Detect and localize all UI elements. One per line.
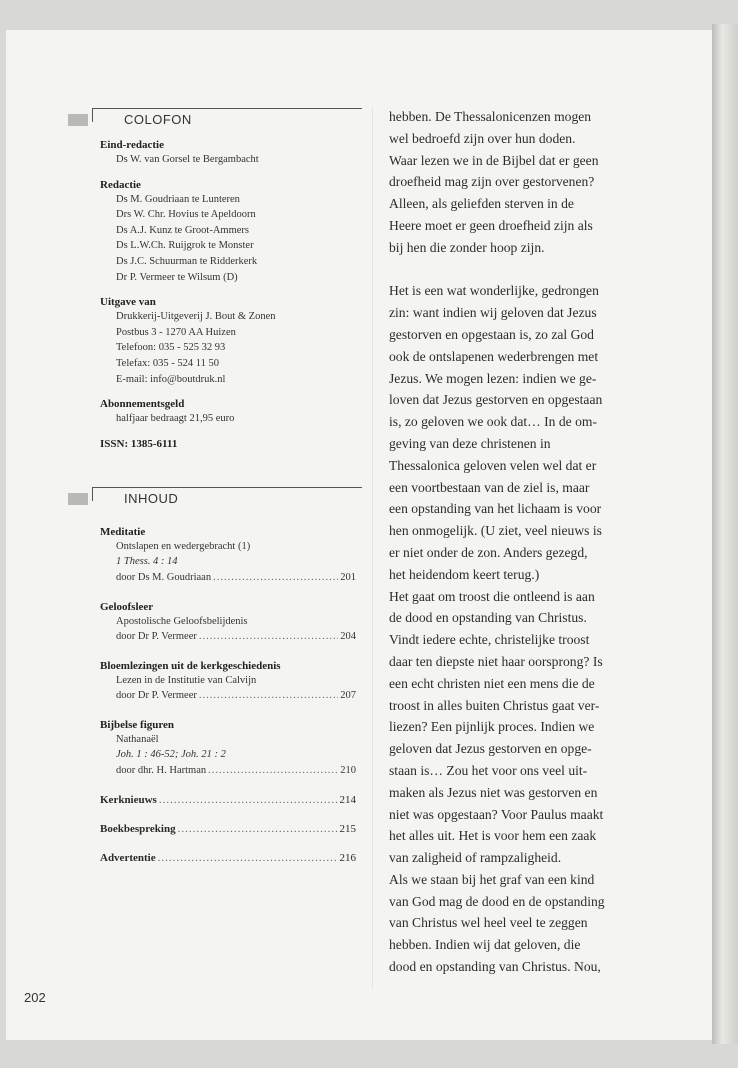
toc-page-number: 207 bbox=[340, 690, 356, 702]
colofon-line: Postbus 3 - 1270 AA Huizen bbox=[116, 326, 236, 338]
column-divider bbox=[372, 108, 373, 988]
text-line: wel bedroefd zijn over hun doden. bbox=[389, 130, 576, 146]
colofon-heading: Redactie bbox=[100, 178, 141, 191]
toc-article-title: Apostolische Geloofsbelijdenis bbox=[116, 615, 248, 627]
text-line: liezen? Een pijnlijk proces. Indien we bbox=[389, 719, 595, 735]
colofon-heading: Abonnementsgeld bbox=[100, 398, 185, 411]
toc-article-title: Lezen in de Institutie van Calvijn bbox=[116, 674, 257, 686]
text-line: maken als Jezus niet was gestorven en bbox=[389, 784, 598, 800]
toc-entry-row bbox=[100, 793, 356, 808]
toc-group bbox=[100, 525, 356, 586]
colofon-group bbox=[100, 138, 356, 168]
toc-leader bbox=[158, 851, 338, 866]
toc-author: door dhr. H. Hartman bbox=[116, 765, 207, 777]
text-line: hebben. Indien wij dat geloven, die bbox=[389, 937, 581, 953]
toc-leader bbox=[159, 793, 338, 808]
colofon-line: Telefoon: 035 - 525 32 93 bbox=[116, 342, 226, 354]
text-line: Alleen, als geliefden sterven in de bbox=[389, 196, 574, 212]
toc-leader bbox=[208, 763, 338, 779]
text-line: hebben. De Thessalonicenzen mogen bbox=[389, 109, 592, 124]
toc-page-number: 201 bbox=[340, 571, 356, 583]
toc-page-number: 210 bbox=[340, 765, 356, 777]
text-line: staan is… Zou het voor ons veel uit- bbox=[389, 762, 588, 778]
colofon-heading: Eind-redactie bbox=[100, 139, 164, 151]
text-line: Vindt iedere echte, christelijke troost bbox=[389, 632, 590, 648]
toc-page-number: 214 bbox=[339, 793, 356, 806]
colofon-line: Ds A.J. Kunz te Groot-Ammers bbox=[116, 224, 249, 236]
text-line: zin: want indien wij geloven dat Jezus bbox=[389, 305, 597, 321]
colofon-line: Drukkerij-Uitgeverij J. Bout & Zonen bbox=[116, 311, 276, 323]
colofon-line: Telefax: 035 - 524 11 50 bbox=[116, 357, 219, 369]
toc-author: door Dr P. Vermeer bbox=[116, 631, 197, 643]
toc-group bbox=[100, 659, 356, 704]
colofon-heading: ISSN: 1385-6111 bbox=[100, 437, 178, 450]
toc-page-number: 215 bbox=[339, 822, 356, 835]
colofon-group bbox=[100, 295, 356, 387]
toc-heading: Geloofsleer bbox=[100, 600, 154, 613]
toc-heading: Bijbelse figuren bbox=[100, 718, 175, 731]
page-number: 202 bbox=[24, 990, 46, 1005]
toc-entry-label: Boekbespreking bbox=[100, 822, 176, 835]
colofon-header bbox=[100, 100, 356, 126]
text-line: hen onmogelijk. (U ziet, veel nieuws is bbox=[389, 523, 602, 539]
text-line: Heere moet er geen droefheid zijn als bbox=[389, 217, 593, 233]
paragraph-gap bbox=[389, 259, 705, 281]
colofon-line: Drs W. Chr. Hovius te Apeldoorn bbox=[116, 209, 256, 221]
colofon-line: Ds M. Goudriaan te Lunteren bbox=[116, 193, 240, 205]
section-marker bbox=[68, 493, 88, 505]
text-line: niet was opgestaan? Voor Paulus maakt bbox=[389, 806, 604, 822]
colofon-title: COLOFON bbox=[124, 112, 192, 127]
colofon-group bbox=[100, 178, 356, 286]
table-of-contents bbox=[100, 525, 356, 866]
colofon-group bbox=[100, 397, 356, 427]
toc-leader bbox=[199, 688, 338, 704]
text-line: is, zo geloven we ook dat… In de om- bbox=[389, 414, 598, 430]
text-line: er niet onder de zon. Anders gezegd, bbox=[389, 544, 588, 560]
section-marker bbox=[68, 114, 88, 126]
toc-leader bbox=[178, 822, 338, 837]
text-line: daar ten diepste niet haar oorsprong? Is bbox=[389, 653, 603, 669]
toc-entry-label: Advertentie bbox=[100, 851, 156, 864]
inhoud-header bbox=[100, 479, 356, 505]
left-column bbox=[100, 100, 356, 880]
toc-scripture-ref: Joh. 1 : 46-52; Joh. 21 : 2 bbox=[116, 749, 226, 761]
text-line: een voortbestaan van de ziel is, maar bbox=[389, 479, 590, 495]
toc-article-title: Nathanaël bbox=[116, 733, 159, 745]
colofon-line: E-mail: info@boutdruk.nl bbox=[116, 373, 226, 385]
colofon-line: Ds L.W.Ch. Ruijgrok te Monster bbox=[116, 240, 254, 252]
text-line: de dood en opstanding van Christus. bbox=[389, 610, 587, 626]
text-line: het heidendom keert terug.) bbox=[389, 566, 540, 582]
toc-article-title: Ontslapen en wedergebracht (1) bbox=[116, 540, 251, 552]
toc-page-number: 216 bbox=[339, 851, 356, 864]
text-line: Het gaat om troost die ontleend is aan bbox=[389, 588, 595, 604]
toc-entry-label: Kerknieuws bbox=[100, 793, 157, 806]
page-spine bbox=[712, 24, 738, 1044]
inhoud-title: INHOUD bbox=[124, 490, 179, 506]
colofon-line: halfjaar bedraagt 21,95 euro bbox=[116, 413, 235, 425]
toc-author: door Ds M. Goudriaan bbox=[116, 571, 212, 583]
text-line: Waar lezen we in de Bijbel dat er geen bbox=[389, 152, 599, 168]
text-line: geving van deze christenen in bbox=[389, 435, 551, 451]
toc-entry-row bbox=[100, 822, 356, 837]
text-line: geloven dat Jezus gestorven en opge- bbox=[389, 741, 592, 757]
colofon-line: Ds W. van Gorsel te Bergambacht bbox=[116, 154, 259, 165]
colofon-line: Dr P. Vermeer te Wilsum (D) bbox=[116, 271, 238, 283]
text-line: bij hen die zonder hoop zijn. bbox=[389, 239, 545, 255]
text-line: een opstanding van het lichaam is voor bbox=[389, 501, 602, 517]
toc-author: door Dr P. Vermeer bbox=[116, 690, 197, 702]
text-line: dood en opstanding van Christus. Nou, bbox=[389, 959, 601, 975]
text-line: droefheid mag zijn over gestorvenen? bbox=[389, 174, 595, 190]
text-line: loven dat Jezus gestorven en opgestaan bbox=[389, 392, 603, 408]
text-line: Thessalonica geloven velen wel dat er bbox=[389, 457, 597, 473]
toc-heading: Bloemlezingen uit de kerkgeschiedenis bbox=[100, 659, 281, 672]
text-line: van zaligheid of rampzaligheid. bbox=[389, 850, 562, 866]
text-line: Het is een wat wonderlijke, gedrongen bbox=[389, 283, 599, 299]
toc-group bbox=[100, 600, 356, 645]
text-line: van Christus wel heel veel te zeggen bbox=[389, 915, 588, 931]
toc-group bbox=[100, 718, 356, 779]
toc-entry-row bbox=[100, 763, 356, 779]
text-line: gestorven en opgestaan is, zo zal God bbox=[389, 326, 594, 342]
toc-entry-row bbox=[100, 688, 356, 704]
toc-scripture-ref: 1 Thess. 4 : 14 bbox=[116, 556, 178, 568]
text-line: van God mag de dood en de opstanding bbox=[389, 893, 605, 909]
toc-page-number: 204 bbox=[340, 631, 356, 643]
text-line: troost in alles buiten Christus gaat ver- bbox=[389, 697, 600, 713]
colofon-heading: Uitgave van bbox=[100, 296, 156, 309]
toc-entry-row bbox=[100, 851, 356, 866]
article-text bbox=[389, 106, 705, 978]
colofon-group bbox=[100, 437, 356, 451]
colofon-line: Ds J.C. Schuurman te Ridderkerk bbox=[116, 255, 258, 267]
toc-heading: Meditatie bbox=[100, 525, 146, 538]
toc-entry-row bbox=[100, 629, 356, 645]
toc-leader bbox=[213, 570, 338, 586]
text-line: ook de ontslapenen wederbrengen met bbox=[389, 348, 599, 364]
toc-entry-row bbox=[100, 570, 356, 586]
text-line: Jezus. We mogen lezen: indien we ge- bbox=[389, 370, 597, 386]
text-line: het alles uit. Het is voor hem een zaak bbox=[389, 828, 597, 844]
colofon-body bbox=[100, 138, 356, 451]
text-line: Als we staan bij het graf van een kind bbox=[389, 871, 595, 887]
text-line: een echt christen niet een mens die de bbox=[389, 675, 595, 691]
toc-leader bbox=[199, 629, 338, 645]
